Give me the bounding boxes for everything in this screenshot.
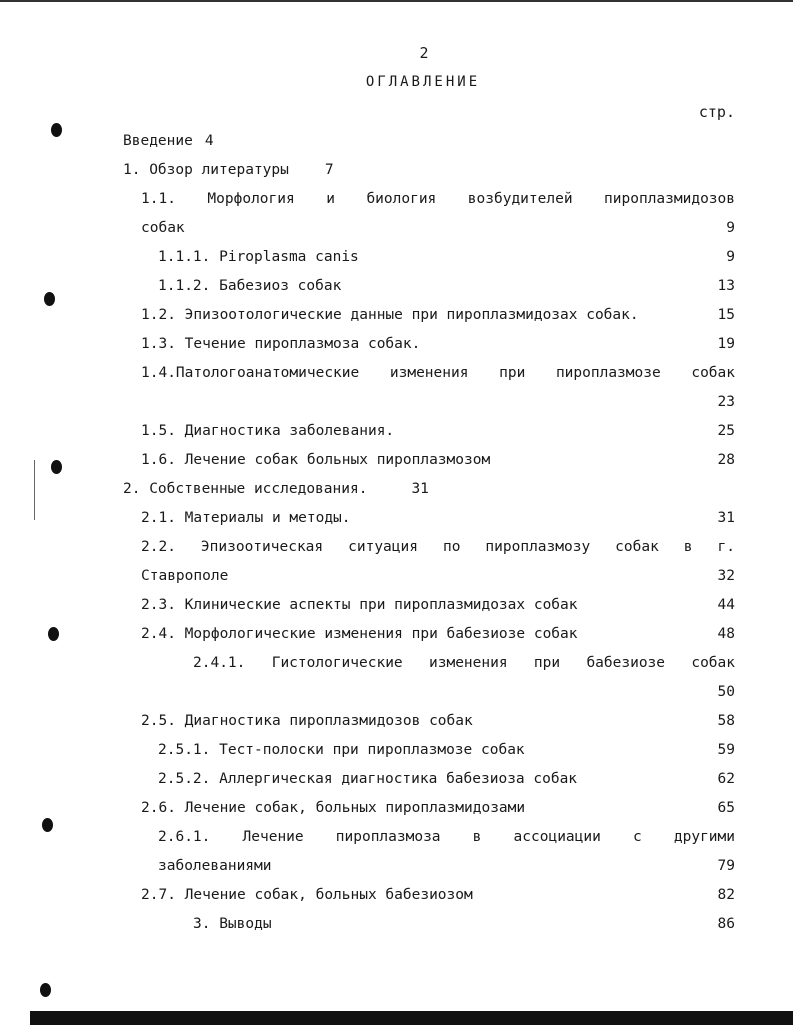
toc-page-number: 86 (717, 916, 735, 932)
toc-page-number: 13 (717, 278, 735, 294)
toc-page-number: 59 (717, 742, 735, 758)
toc-entry-1-4: 1.4.Патологоанатомические изменения при пироплазмозе собак (141, 365, 735, 381)
punch-hole-mark (40, 983, 51, 997)
toc-entry-2-6: 2.6. Лечение собак, больных пироплазмидозами (141, 800, 526, 816)
toc-entry-1-2: 1.2. Эпизоотологические данные при пироплазмидозах собак. (141, 307, 639, 323)
toc-page-number: 65 (717, 800, 735, 816)
punch-hole-mark (42, 818, 53, 832)
toc-entry-1-6: 1.6. Лечение собак больных пироплазмозом (141, 452, 491, 468)
scan-top-edge (0, 0, 793, 2)
toc-entry-2-7: 2.7. Лечение собак, больных бабезиозом (141, 887, 473, 903)
toc-entry-intro: Введение 4 (123, 133, 214, 149)
punch-hole-mark (48, 627, 59, 641)
page-number: 2 (419, 44, 429, 62)
toc-entry-3: 3. Выводы (193, 916, 272, 932)
toc-page-number: 23 (717, 394, 735, 410)
toc-page-number: 44 (717, 597, 735, 613)
toc-entry-1-1-2: 1.1.2. Бабезиоз собак (158, 278, 342, 294)
toc-page-number: 31 (717, 510, 735, 526)
toc-page-number: 58 (717, 713, 735, 729)
punch-hole-mark (51, 460, 62, 474)
toc-page-number: 32 (717, 568, 735, 584)
toc-page-number: 28 (717, 452, 735, 468)
toc-entry-2-3: 2.3. Клинические аспекты при пироплазмидозах собак (141, 597, 578, 613)
toc-page-number: 62 (717, 771, 735, 787)
scan-margin-line (34, 460, 35, 520)
toc-page-number: 82 (717, 887, 735, 903)
toc-entry-1: 1. Обзор литературы 7 (123, 162, 334, 178)
toc-entry-2: 2. Собственные исследования. 31 (123, 481, 429, 497)
toc-entry-1-3: 1.3. Течение пироплазмоза собак. (141, 336, 421, 352)
toc-page-number: 50 (717, 684, 735, 700)
scan-bottom-edge (30, 1011, 793, 1025)
toc-page-number: 25 (717, 423, 735, 439)
toc-entry-2-4-1: 2.4.1. Гистологические изменения при бабезиозе собак (193, 655, 735, 671)
toc-entry-1-1-line2: собак (141, 220, 185, 236)
toc-entry-2-1: 2.1. Материалы и методы. (141, 510, 351, 526)
toc-entry-2-5-2: 2.5.2. Аллергическая диагностика бабезиоза собак (158, 771, 578, 787)
toc-entry-2-5-1: 2.5.1. Тест-полоски при пироплазмозе собак (158, 742, 525, 758)
toc-page-number: 15 (717, 307, 735, 323)
toc-entry-2-2-line1: 2.2. Эпизоотическая ситуация по пироплазмозу собак в г. (141, 539, 735, 555)
toc-entry-1-1-line1: 1.1. Морфология и биология возбудителей пироплазмидозов (141, 191, 735, 207)
toc-entry-1-1-1: 1.1.1. Piroplasma canis (158, 249, 359, 265)
toc-page-number: 9 (726, 220, 735, 236)
toc-entry-2-2-line2: Ставрополе (141, 568, 229, 584)
punch-hole-mark (51, 123, 62, 137)
toc-entry-1-5: 1.5. Диагностика заболевания. (141, 423, 395, 439)
toc-entry-2-5: 2.5. Диагностика пироплазмидозов собак (141, 713, 473, 729)
punch-hole-mark (44, 292, 55, 306)
page-title: ОГЛАВЛЕНИЕ (365, 74, 481, 90)
toc-page-number: 79 (717, 858, 735, 874)
toc-page-number: 48 (717, 626, 735, 642)
toc-page-number: 9 (726, 249, 735, 265)
toc-entry-2-6-1-line2: заболеваниями (158, 858, 272, 874)
toc-entry-2-4: 2.4. Морфологические изменения при бабезиозе собак (141, 626, 578, 642)
toc-entry-2-6-1-line1: 2.6.1. Лечение пироплазмоза в ассоциации с другими (158, 829, 735, 845)
page-column-label: стр. (698, 103, 735, 121)
toc-page-number: 19 (717, 336, 735, 352)
